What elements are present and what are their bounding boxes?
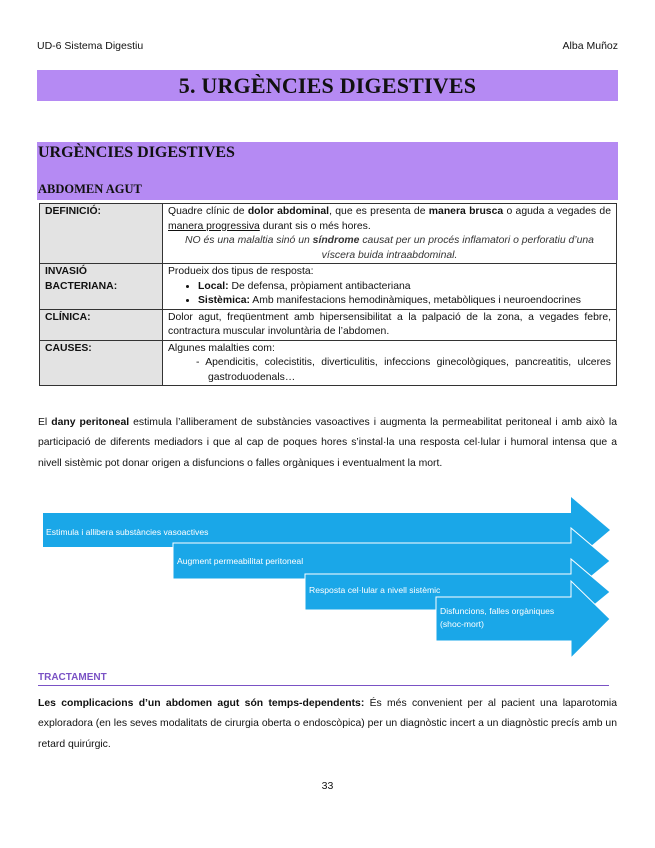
causes-intro: Algunes malalties com: [168,342,275,354]
text-run: causat per un procés inflamatori o perforatiu d’una víscera buida intraabdominal. [321,235,594,261]
flow-step-4: Disfuncions, falles orgàniques [440,606,555,616]
chapter-title-bar [37,70,618,101]
text-run: o aguda a vegades de [503,206,611,217]
treatment-paragraph [38,694,617,755]
row-label-causes: CAUSES: [40,340,163,386]
bold-run: manera brusca [428,206,504,217]
flow-step-1: Estimula i allibera substàncies vasoactives [46,527,209,537]
text-run: Amb manifestacions hemodinàmiques, metabòliques i neuroendocrines [249,295,581,306]
text-run: El [38,417,52,428]
row-text-clinica: Dolor agut, freqüentment amb hipersensibilitat a la palpació de la zona, a vegades febre, contractura muscular involuntària de l’abdomen. [163,309,617,340]
flow-step-4b: (shoc-mort) [440,619,484,629]
list-item [198,294,611,309]
bold-run: Les complicacions d’un abdomen agut són temps-dependents: [38,698,365,709]
text-run: NO és una malaltia sinó un [185,235,313,246]
text-run: Quadre clínic de [168,206,248,217]
label-line: BACTERIANA: [45,280,118,292]
text-run: , que es presenta de [329,206,429,217]
text-run: És més convenient per al pacient una laparotomia exploradora (en les seves modalitats de cirurgia oberta o endoscòpica) per un diagnòstic incert a un diagnòstic precís amb un retard quirúrgic. [38,698,617,750]
row-text-definicio [163,204,617,264]
row-text-causes [163,340,617,386]
peritoneal-paragraph [38,413,617,474]
text-run: De defensa, pròpiament antibacteriana [228,280,411,292]
table-row [40,264,617,310]
response-list [168,280,611,309]
definition-table [39,203,617,386]
row-label-invasio [40,264,163,310]
text-run: durant sis o més hores. [259,220,371,232]
treatment-heading: TRACTAMENT [38,672,609,686]
table-row [40,204,617,264]
list-item [198,280,611,295]
running-header-left: UD-6 Sistema Digestiu [37,40,144,52]
subsection-title: ABDOMEN AGUT [38,182,142,196]
flow-step-2: Augment permeabilitat peritoneal [177,556,304,566]
page-number: 33 [321,780,334,792]
list-item: - Apendicitis, colecistitis, diverticulitis, infeccions ginecològiques, pancreatitis, ulceres gastroduodenals… [196,357,611,383]
table-row [40,340,617,386]
causes-list [168,356,611,385]
definition-note [168,234,611,263]
label-line: INVASIÓ [45,266,87,277]
section-title: URGÈNCIES DIGESTIVES [38,144,235,161]
invasio-intro: Produeix dos tipus de resposta: [168,266,314,277]
underlined-run: manera progressiva [168,220,260,232]
bold-run: Local: [198,280,229,292]
row-label-definicio: DEFINICIÓ: [40,204,163,264]
bold-run: Sistèmica: [198,295,250,306]
row-label-clinica: CLÍNICA: [40,309,163,340]
running-header-right: Alba Muñoz [562,40,618,52]
bold-run: dolor abdominal [247,206,330,217]
text-run: estimula l’alliberament de substàncies vasoactives i augmenta la permeabilitat peritoneal i amb això la participació de diferents mediadors i que al cap de poques hores s’instal·la una resposta cel·lular i humoral intensa que a nivell sistèmic pot donar origen a disfuncions o falles orgàniques i eventualment la mort. [38,417,617,469]
bold-run: dany peritoneal [51,417,130,428]
bold-run: síndrome [312,235,360,246]
table-row [40,309,617,340]
flow-step-3: Resposta cel·lular a nivell sistèmic [309,585,441,595]
row-text-invasio [163,264,617,310]
process-flow-diagram [0,490,655,665]
chapter-title: 5. URGÈNCIES DIGESTIVES [178,73,477,98]
